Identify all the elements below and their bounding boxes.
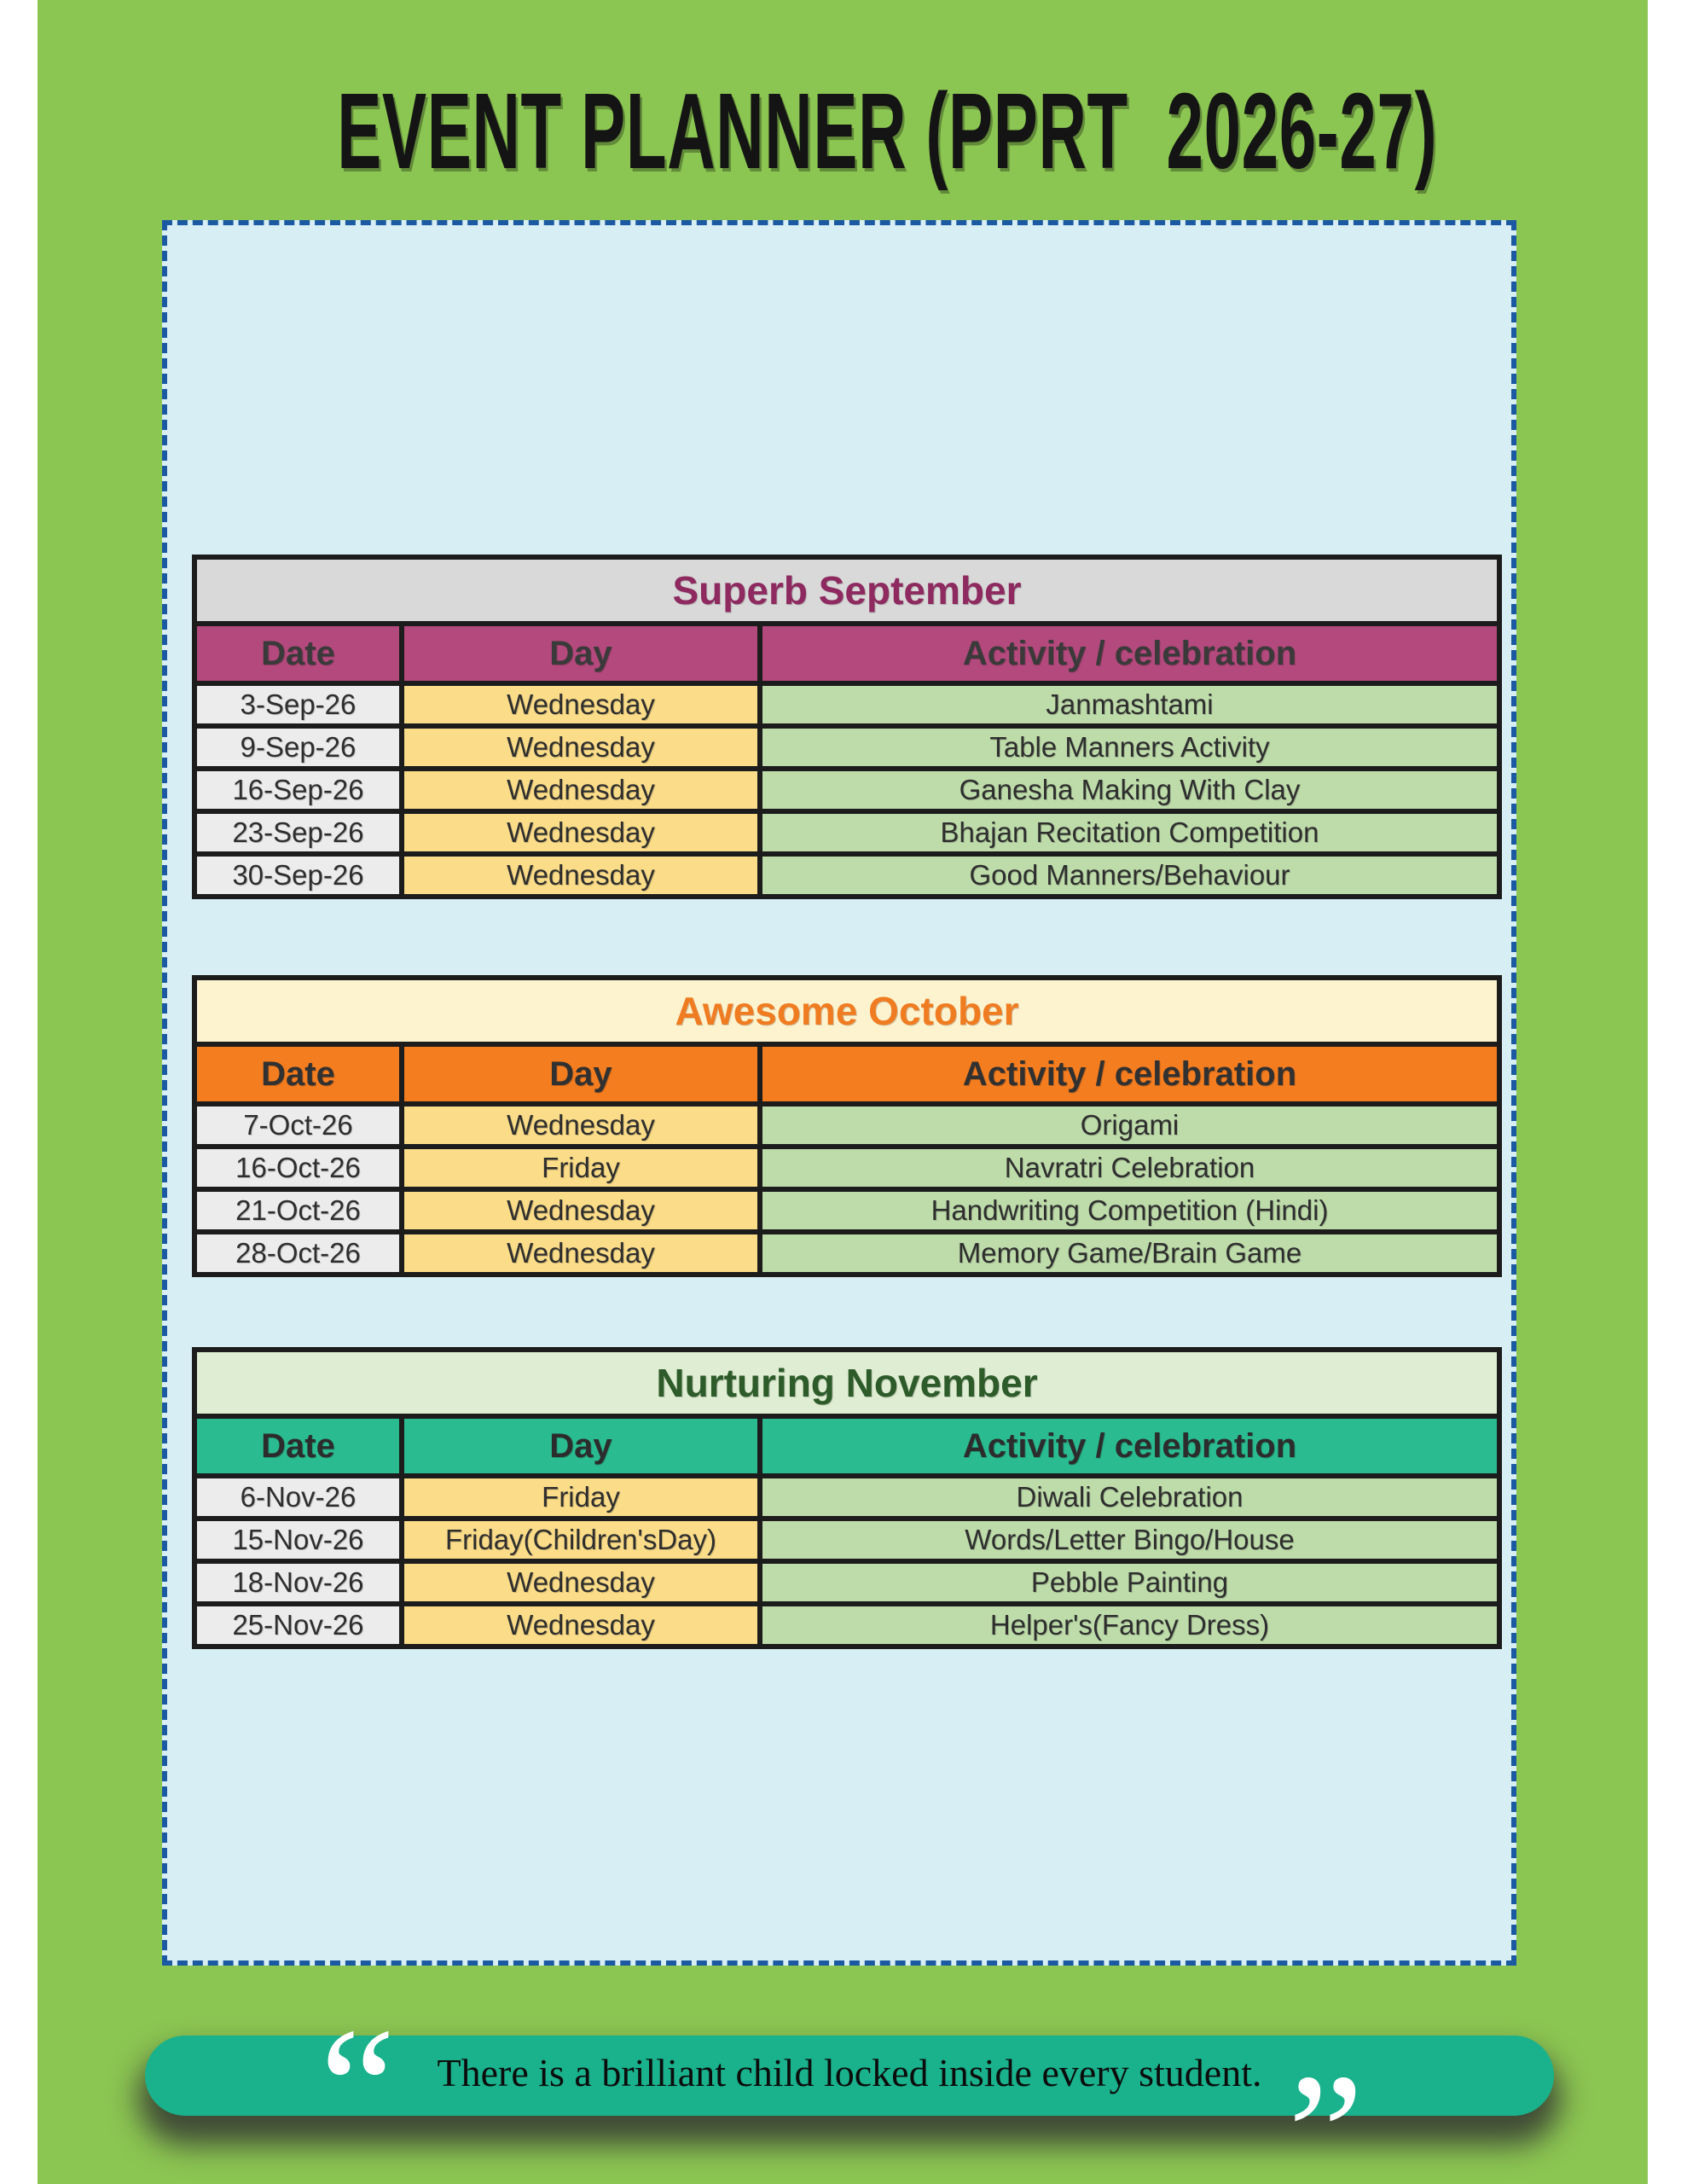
day-cell: Wednesday <box>402 683 760 726</box>
activity-cell: Handwriting Competition (Hindi) <box>760 1189 1499 1232</box>
month-title: Nurturing November <box>194 1350 1499 1416</box>
table-row <box>194 854 1499 897</box>
page-title-wrap <box>0 71 1687 191</box>
activity-cell: Helper's(Fancy Dress) <box>760 1604 1499 1647</box>
activity-cell: Memory Game/Brain Game <box>760 1232 1499 1275</box>
activity-cell: Janmashtami <box>760 683 1499 726</box>
activity-cell: Good Manners/Behaviour <box>760 854 1499 897</box>
table-row <box>194 1232 1499 1275</box>
date-cell: 16-Sep-26 <box>194 769 402 811</box>
month-title: Awesome October <box>194 978 1499 1044</box>
column-header: Day <box>402 624 760 683</box>
day-cell: Wednesday <box>402 726 760 769</box>
activity-cell: Ganesha Making With Clay <box>760 769 1499 811</box>
activity-cell: Diwali Celebration <box>760 1476 1499 1519</box>
day-cell: Friday <box>402 1476 760 1519</box>
date-cell: 16-Oct-26 <box>194 1147 402 1189</box>
month-table-november <box>192 1347 1502 1649</box>
date-cell: 15-Nov-26 <box>194 1519 402 1561</box>
table-row <box>194 1519 1499 1561</box>
day-cell: Friday <box>402 1147 760 1189</box>
column-header: Day <box>402 1044 760 1104</box>
day-cell: Wednesday <box>402 769 760 811</box>
column-header: Activity / celebration <box>760 624 1499 683</box>
column-header: Activity / celebration <box>760 1416 1499 1476</box>
table-row <box>194 769 1499 811</box>
month-table-october <box>192 975 1502 1277</box>
date-cell: 7-Oct-26 <box>194 1104 402 1147</box>
table-row <box>194 1147 1499 1189</box>
activity-cell: Bhajan Recitation Competition <box>760 811 1499 854</box>
table-row <box>194 1476 1499 1519</box>
column-header: Activity / celebration <box>760 1044 1499 1104</box>
date-cell: 21-Oct-26 <box>194 1189 402 1232</box>
day-cell: Wednesday <box>402 811 760 854</box>
page-title: EVENT PLANNER (PPRT 2026-27) <box>337 71 1438 191</box>
quote-text: There is a brilliant child locked inside every student. <box>437 2050 1262 2094</box>
day-cell: Wednesday <box>402 1561 760 1604</box>
date-cell: 28-Oct-26 <box>194 1232 402 1275</box>
day-cell: Wednesday <box>402 854 760 897</box>
activity-cell: Navratri Celebration <box>760 1147 1499 1189</box>
table-row <box>194 683 1499 726</box>
day-cell: Friday(Children'sDay) <box>402 1519 760 1561</box>
month-title: Superb September <box>194 557 1499 624</box>
day-cell: Wednesday <box>402 1604 760 1647</box>
close-quote-icon: ” <box>1288 2040 1364 2184</box>
date-cell: 3-Sep-26 <box>194 683 402 726</box>
date-cell: 6-Nov-26 <box>194 1476 402 1519</box>
date-cell: 30-Sep-26 <box>194 854 402 897</box>
date-cell: 23-Sep-26 <box>194 811 402 854</box>
quote-banner <box>145 1994 1554 2184</box>
table-row <box>194 811 1499 854</box>
table-row <box>194 1189 1499 1232</box>
open-quote-icon: “ <box>320 1994 396 2182</box>
activity-cell: Pebble Painting <box>760 1561 1499 1604</box>
month-table-september <box>192 555 1502 899</box>
column-header: Date <box>194 1044 402 1104</box>
activity-cell: Origami <box>760 1104 1499 1147</box>
date-cell: 25-Nov-26 <box>194 1604 402 1647</box>
table-row <box>194 1604 1499 1647</box>
table-row <box>194 726 1499 769</box>
activity-cell: Words/Letter Bingo/House <box>760 1519 1499 1561</box>
date-cell: 9-Sep-26 <box>194 726 402 769</box>
table-row <box>194 1104 1499 1147</box>
day-cell: Wednesday <box>402 1104 760 1147</box>
table-row <box>194 1561 1499 1604</box>
column-header: Day <box>402 1416 760 1476</box>
column-header: Date <box>194 1416 402 1476</box>
activity-cell: Table Manners Activity <box>760 726 1499 769</box>
day-cell: Wednesday <box>402 1189 760 1232</box>
day-cell: Wednesday <box>402 1232 760 1275</box>
column-header: Date <box>194 624 402 683</box>
date-cell: 18-Nov-26 <box>194 1561 402 1604</box>
